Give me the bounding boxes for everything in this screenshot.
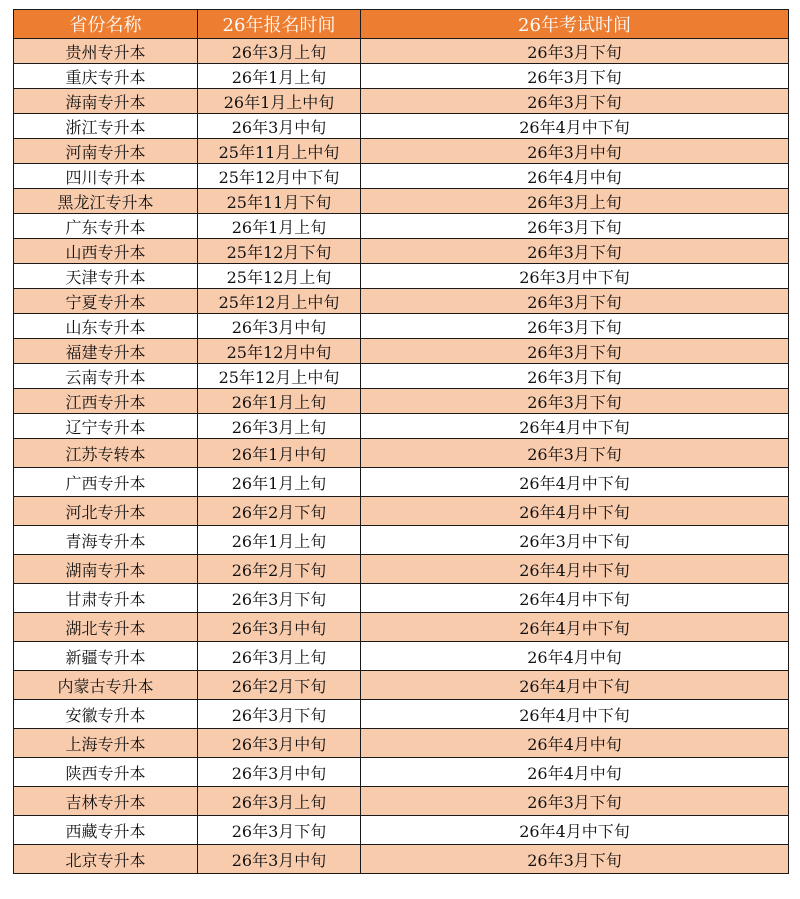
province-cell: 重庆专升本 bbox=[14, 64, 198, 89]
table-row bbox=[14, 845, 789, 874]
table-row bbox=[14, 114, 789, 139]
registration-time-cell: 26年1月上旬 bbox=[198, 214, 361, 239]
table-row bbox=[14, 758, 789, 787]
exam-time-cell: 26年3月中旬 bbox=[361, 139, 789, 164]
table-row bbox=[14, 364, 789, 389]
table-row bbox=[14, 164, 789, 189]
registration-time-cell: 25年12月上中旬 bbox=[198, 364, 361, 389]
registration-time-cell: 25年12月下旬 bbox=[198, 239, 361, 264]
exam-time-cell: 26年3月下旬 bbox=[361, 89, 789, 114]
exam-time-cell: 26年3月下旬 bbox=[361, 214, 789, 239]
exam-time-cell: 26年3月下旬 bbox=[361, 787, 789, 816]
header-row bbox=[14, 10, 789, 39]
province-cell: 内蒙古专升本 bbox=[14, 671, 198, 700]
table-row bbox=[14, 64, 789, 89]
table-row bbox=[14, 314, 789, 339]
province-cell: 福建专升本 bbox=[14, 339, 198, 364]
table-row bbox=[14, 39, 789, 64]
province-cell: 湖北专升本 bbox=[14, 613, 198, 642]
province-cell: 四川专升本 bbox=[14, 164, 198, 189]
province-cell: 北京专升本 bbox=[14, 845, 198, 874]
exam-time-cell: 26年4月中旬 bbox=[361, 729, 789, 758]
province-cell: 黑龙江专升本 bbox=[14, 189, 198, 214]
exam-time-cell: 26年4月中下旬 bbox=[361, 613, 789, 642]
table-row bbox=[14, 89, 789, 114]
exam-time-cell: 26年3月下旬 bbox=[361, 339, 789, 364]
registration-time-cell: 26年1月上旬 bbox=[198, 468, 361, 497]
province-cell: 湖南专升本 bbox=[14, 555, 198, 584]
table-row bbox=[14, 414, 789, 439]
table-row bbox=[14, 555, 789, 584]
exam-time-cell: 26年4月中下旬 bbox=[361, 414, 789, 439]
table-row bbox=[14, 613, 789, 642]
exam-time-cell: 26年4月中下旬 bbox=[361, 700, 789, 729]
table-row bbox=[14, 239, 789, 264]
province-cell: 上海专升本 bbox=[14, 729, 198, 758]
table-row bbox=[14, 389, 789, 414]
exam-time-cell: 26年4月中下旬 bbox=[361, 555, 789, 584]
registration-time-cell: 26年2月下旬 bbox=[198, 555, 361, 584]
registration-time-cell: 26年1月上旬 bbox=[198, 389, 361, 414]
schedule-table bbox=[13, 9, 789, 874]
province-cell: 陕西专升本 bbox=[14, 758, 198, 787]
registration-time-cell: 26年3月上旬 bbox=[198, 787, 361, 816]
registration-time-cell: 26年3月中旬 bbox=[198, 314, 361, 339]
province-cell: 西藏专升本 bbox=[14, 816, 198, 845]
registration-time-cell: 26年3月中旬 bbox=[198, 845, 361, 874]
province-cell: 江苏专转本 bbox=[14, 439, 198, 468]
table-row bbox=[14, 700, 789, 729]
table-row bbox=[14, 816, 789, 845]
registration-time-cell: 26年3月上旬 bbox=[198, 39, 361, 64]
header-exam-time: 26年考试时间 bbox=[361, 10, 789, 39]
province-cell: 海南专升本 bbox=[14, 89, 198, 114]
header-province: 省份名称 bbox=[14, 10, 198, 39]
exam-time-cell: 26年3月下旬 bbox=[361, 39, 789, 64]
table-row bbox=[14, 189, 789, 214]
province-cell: 安徽专升本 bbox=[14, 700, 198, 729]
registration-time-cell: 26年3月上旬 bbox=[198, 414, 361, 439]
exam-time-cell: 26年3月中下旬 bbox=[361, 264, 789, 289]
registration-time-cell: 25年12月上中旬 bbox=[198, 289, 361, 314]
province-cell: 河北专升本 bbox=[14, 497, 198, 526]
exam-time-cell: 26年4月中下旬 bbox=[361, 671, 789, 700]
registration-time-cell: 26年1月中旬 bbox=[198, 439, 361, 468]
registration-time-cell: 26年1月上旬 bbox=[198, 526, 361, 555]
exam-time-cell: 26年3月中下旬 bbox=[361, 526, 789, 555]
province-cell: 江西专升本 bbox=[14, 389, 198, 414]
registration-time-cell: 26年2月下旬 bbox=[198, 671, 361, 700]
registration-time-cell: 26年3月下旬 bbox=[198, 584, 361, 613]
exam-time-cell: 26年3月下旬 bbox=[361, 845, 789, 874]
registration-time-cell: 25年11月上中旬 bbox=[198, 139, 361, 164]
exam-time-cell: 26年3月下旬 bbox=[361, 239, 789, 264]
exam-time-cell: 26年3月下旬 bbox=[361, 439, 789, 468]
exam-time-cell: 26年3月下旬 bbox=[361, 389, 789, 414]
registration-time-cell: 25年12月上旬 bbox=[198, 264, 361, 289]
table-header bbox=[14, 10, 789, 39]
exam-time-cell: 26年4月中旬 bbox=[361, 758, 789, 787]
province-cell: 广东专升本 bbox=[14, 214, 198, 239]
exam-time-cell: 26年4月中旬 bbox=[361, 642, 789, 671]
exam-time-cell: 26年3月下旬 bbox=[361, 289, 789, 314]
exam-time-cell: 26年3月下旬 bbox=[361, 64, 789, 89]
province-cell: 青海专升本 bbox=[14, 526, 198, 555]
registration-time-cell: 26年3月上旬 bbox=[198, 642, 361, 671]
registration-time-cell: 26年3月中旬 bbox=[198, 758, 361, 787]
province-cell: 山东专升本 bbox=[14, 314, 198, 339]
header-registration-time: 26年报名时间 bbox=[198, 10, 361, 39]
province-cell: 甘肃专升本 bbox=[14, 584, 198, 613]
table-row bbox=[14, 526, 789, 555]
table-row bbox=[14, 671, 789, 700]
table-row bbox=[14, 584, 789, 613]
exam-time-cell: 26年3月下旬 bbox=[361, 314, 789, 339]
registration-time-cell: 26年3月中旬 bbox=[198, 613, 361, 642]
registration-time-cell: 26年3月下旬 bbox=[198, 816, 361, 845]
province-cell: 辽宁专升本 bbox=[14, 414, 198, 439]
table-row bbox=[14, 439, 789, 468]
exam-time-cell: 26年4月中旬 bbox=[361, 164, 789, 189]
province-cell: 河南专升本 bbox=[14, 139, 198, 164]
registration-time-cell: 25年11月下旬 bbox=[198, 189, 361, 214]
table-row bbox=[14, 497, 789, 526]
registration-time-cell: 26年3月下旬 bbox=[198, 700, 361, 729]
exam-time-cell: 26年3月上旬 bbox=[361, 189, 789, 214]
table-row bbox=[14, 289, 789, 314]
table-row bbox=[14, 339, 789, 364]
registration-time-cell: 25年12月中下旬 bbox=[198, 164, 361, 189]
exam-time-cell: 26年3月下旬 bbox=[361, 364, 789, 389]
table-row bbox=[14, 468, 789, 497]
province-cell: 宁夏专升本 bbox=[14, 289, 198, 314]
registration-time-cell: 25年12月中旬 bbox=[198, 339, 361, 364]
registration-time-cell: 26年3月中旬 bbox=[198, 114, 361, 139]
province-cell: 天津专升本 bbox=[14, 264, 198, 289]
table-row bbox=[14, 729, 789, 758]
registration-time-cell: 26年1月上中旬 bbox=[198, 89, 361, 114]
province-cell: 吉林专升本 bbox=[14, 787, 198, 816]
registration-time-cell: 26年2月下旬 bbox=[198, 497, 361, 526]
exam-time-cell: 26年4月中下旬 bbox=[361, 584, 789, 613]
province-cell: 新疆专升本 bbox=[14, 642, 198, 671]
province-cell: 贵州专升本 bbox=[14, 39, 198, 64]
table-row bbox=[14, 264, 789, 289]
registration-time-cell: 26年3月中旬 bbox=[198, 729, 361, 758]
province-cell: 山西专升本 bbox=[14, 239, 198, 264]
registration-time-cell: 26年1月上旬 bbox=[198, 64, 361, 89]
exam-time-cell: 26年4月中下旬 bbox=[361, 497, 789, 526]
province-cell: 浙江专升本 bbox=[14, 114, 198, 139]
table-row bbox=[14, 139, 789, 164]
table-row bbox=[14, 642, 789, 671]
exam-time-cell: 26年4月中下旬 bbox=[361, 468, 789, 497]
exam-time-cell: 26年4月中下旬 bbox=[361, 114, 789, 139]
province-cell: 广西专升本 bbox=[14, 468, 198, 497]
table-row bbox=[14, 787, 789, 816]
table-body bbox=[14, 39, 789, 874]
exam-time-cell: 26年4月中下旬 bbox=[361, 816, 789, 845]
table-row bbox=[14, 214, 789, 239]
province-cell: 云南专升本 bbox=[14, 364, 198, 389]
